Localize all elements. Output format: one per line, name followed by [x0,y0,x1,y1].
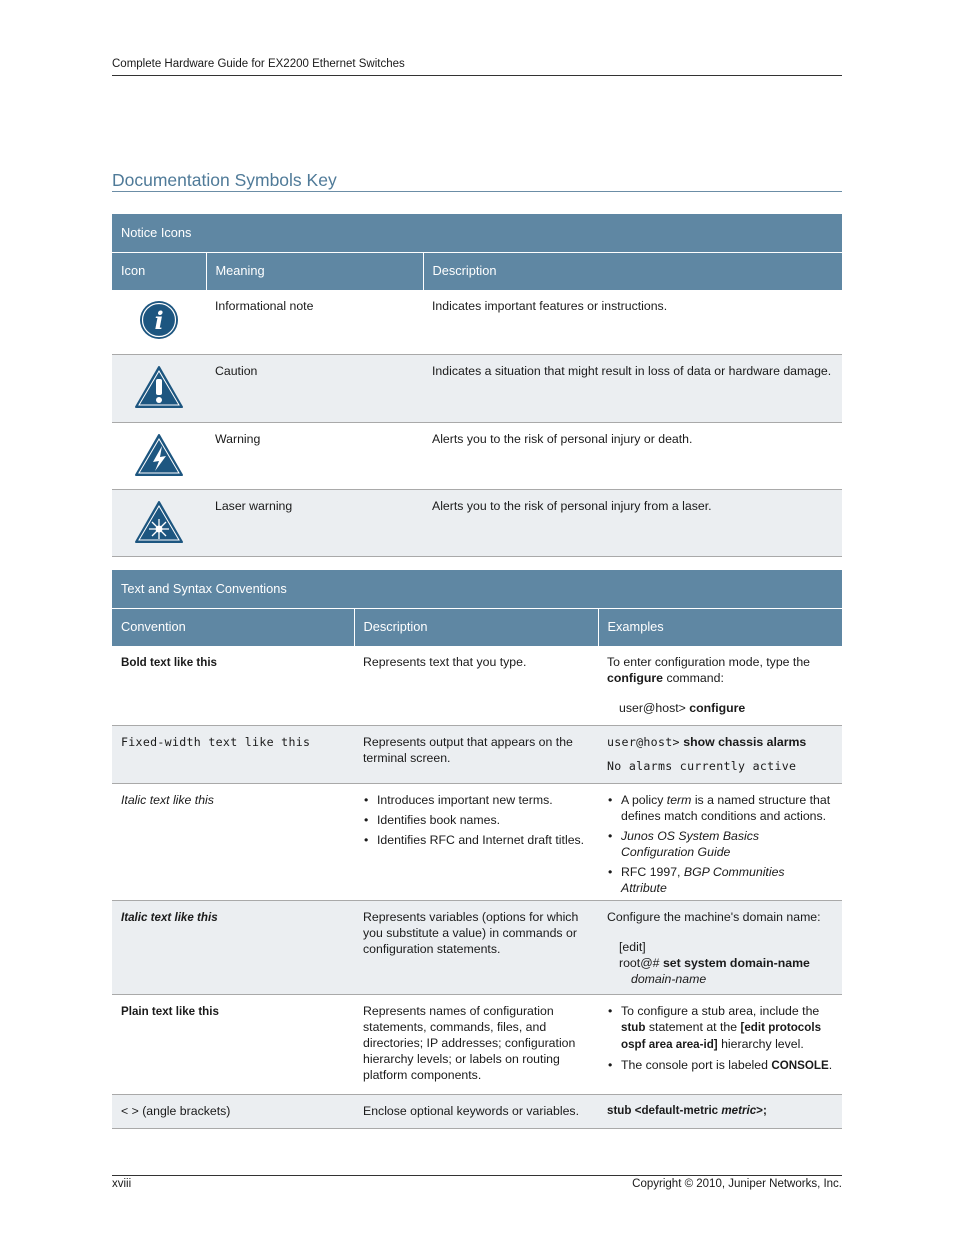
list-item: • A policy term is a named structure that defines match conditions and actions. [621,792,833,824]
table-row [112,489,842,556]
page-number: xviii [112,1178,132,1190]
example-text: Configure the machine's domain name: [607,909,821,924]
section-rule [112,191,842,192]
description-text: Represents names of configuration statements, commands, files, and directories; IP addresses; configuration hierarchy levels; or labels on routing platform components. [354,994,598,1094]
list-item: • Identifies book names. [377,812,589,828]
list-item: • The console port is labeled CONSOLE. [621,1057,833,1074]
convention-text: Plain text like this [121,1004,219,1018]
convention-text: Bold text like this [121,656,217,669]
example-cell [598,994,842,1094]
description-cell [354,783,598,900]
list-item: • To configure a stub area, include the stub statement at the [edit protocols ospf area area-id] hierarchy level. [621,1003,833,1053]
table-row [112,725,842,783]
informational-note-icon [112,290,206,354]
table-row [112,994,842,1094]
table-row [112,646,842,725]
description-text: Represents text that you type. [354,646,598,725]
example-cell [598,725,842,783]
example-prompt: root@# [619,955,663,970]
example-prompt: user@host> [607,734,680,749]
table-row [112,290,842,354]
column-header-description: Description [423,252,842,290]
meaning-text: Informational note [206,290,423,354]
running-header: Complete Hardware Guide for EX2200 Ethernet Switches [112,58,405,70]
description-text: Indicates important features or instructions. [423,290,842,354]
table-row [112,422,842,489]
example-prompt: user@host> [619,701,690,715]
table-row [112,783,842,900]
example-command: set system domain-name [662,955,810,970]
convention-text: Italic text like this [121,792,214,807]
list-item: • Junos OS System Basics Configuration Guide [621,828,833,860]
meaning-text: Laser warning [206,489,423,556]
description-text: Indicates a situation that might result in loss of data or hardware damage. [423,354,842,422]
table-row [112,1094,842,1128]
header-rule [112,75,842,76]
column-header-icon: Icon [112,252,206,290]
example-command: configure [607,671,664,685]
column-header-meaning: Meaning [206,252,423,290]
example-command: configure [689,701,746,715]
example-variable: domain-name [631,971,707,986]
description-text: Alerts you to the risk of personal injury or death. [423,422,842,489]
list-item: • Introduces important new terms. [377,792,589,808]
laser-warning-icon [112,489,206,556]
table-row [112,900,842,994]
example-cell [598,900,842,994]
convention-text: < > (angle brackets) [112,1094,354,1128]
example-cell [598,646,842,725]
example-text: command: [663,671,724,685]
list-item: • RFC 1997, BGP Communities Attribute [621,864,833,896]
description-text: Represents output that appears on the terminal screen. [354,725,598,783]
svg-text:i: i [154,306,164,335]
description-text: Enclose optional keywords or variables. [354,1094,598,1128]
notice-icons-table [112,214,842,557]
convention-text: Italic text like this [121,910,218,924]
example-hierarchy: [edit] [619,939,646,954]
example-text: To enter configuration mode, type the [607,655,811,669]
meaning-text: Warning [206,422,423,489]
example-cell [598,783,842,900]
column-header-examples: Examples [598,608,842,646]
example-output: No alarms currently active [607,758,797,773]
section-title: Documentation Symbols Key [112,170,337,190]
table-row [112,354,842,422]
notice-table-caption: Notice Icons [112,214,842,252]
example-command: show chassis alarms [679,734,807,749]
column-header-convention: Convention [112,608,354,646]
copyright-notice: Copyright © 2010, Juniper Networks, Inc. [632,1178,842,1190]
caution-icon [112,354,206,422]
description-text: Represents variables (options for which you substitute a value) in commands or configuration statements. [354,900,598,994]
description-text: Alerts you to the risk of personal injury from a laser. [423,489,842,556]
syntax-table-caption: Text and Syntax Conventions [112,570,842,608]
column-header-description: Description [354,608,598,646]
meaning-text: Caution [206,354,423,422]
warning-lightning-icon [112,422,206,489]
convention-text: Fixed-width text like this [121,734,311,749]
syntax-conventions-table [112,570,842,1129]
example-cell: stub <default-metric metric>; [598,1094,842,1128]
list-item: • Identifies RFC and Internet draft titles. [377,832,589,848]
footer-rule [112,1175,842,1176]
